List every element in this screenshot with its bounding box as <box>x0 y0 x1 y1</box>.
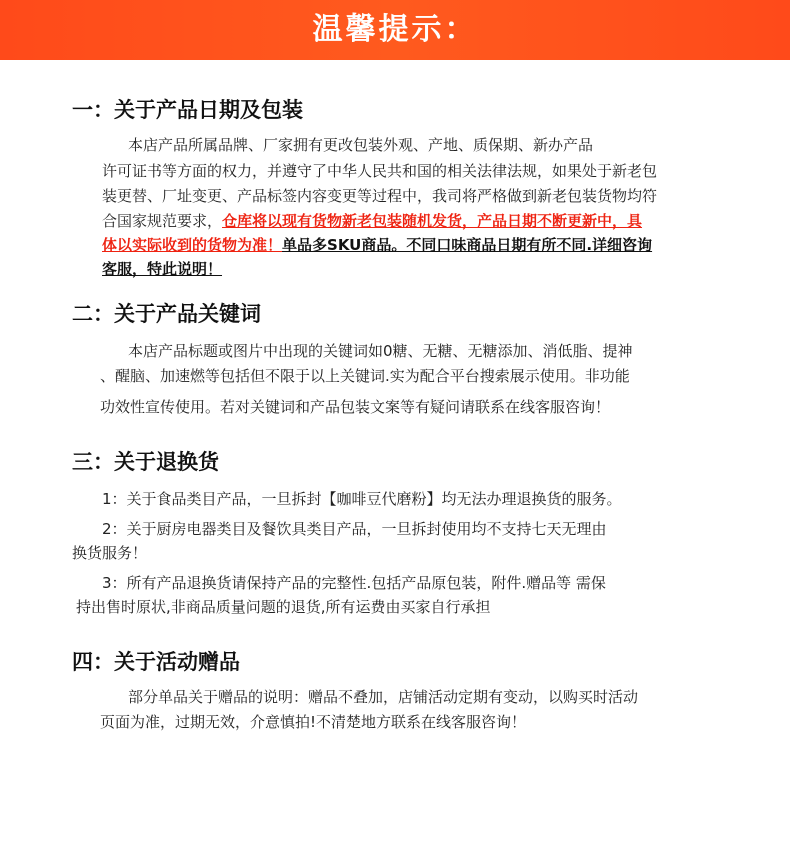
section3-line-3: 换货服务！ <box>72 544 148 562</box>
section-heading-dates-packaging: 一：关于产品日期及包装 <box>72 98 303 122</box>
section-heading-gifts: 四：关于活动赠品 <box>72 650 240 674</box>
section1-line-4-text: 合国家规范要求， <box>102 212 223 230</box>
section3-line-5: 持出售时原状,非商品质量问题的退货,所有运费由买家自行承担 <box>76 598 491 616</box>
section1-bold-notice-1: 单品多SKU商品。不同口味商品日期有所不同.详细咨询 <box>282 236 653 254</box>
section3-line-1: 1：关于食品类目产品，一旦拆封【咖啡豆代磨粉】均无法办理退换货的服务。 <box>102 490 622 508</box>
section2-line-1: 本店产品标题或图片中出现的关键词如0糖、无糖、无糖添加、消低脂、提神 <box>128 342 633 360</box>
section1-line-6 <box>102 258 222 280</box>
section-heading-keywords: 二：关于产品关键词 <box>72 302 261 326</box>
section1-line-5 <box>102 234 652 256</box>
section2-line-2: 、醒脑、加速燃等包括但不限于以上关键词.实为配合平台搜索展示使用。非功能 <box>100 367 630 385</box>
section3-line-4: 3：所有产品退换货请保持产品的完整性.包括产品原包装，附件.赠品等 需保 <box>102 574 606 592</box>
header-banner <box>0 0 790 60</box>
section1-bold-notice-2: 客服，特此说明！ <box>102 260 223 278</box>
section1-line-3: 装更替、厂址变更、产品标签内容变更等过程中，我司将严格做到新老包装货物均符 <box>102 187 658 205</box>
section-heading-returns: 三：关于退换货 <box>72 450 219 474</box>
section4-line-1: 部分单品关于赠品的说明：赠品不叠加，店铺活动定期有变动，以购买时活动 <box>128 688 639 706</box>
section1-line-1: 本店产品所属品牌、厂家拥有更改包装外观、产地、质保期、新办产品 <box>128 136 594 154</box>
section3-line-2: 2：关于厨房电器类目及餐饮具类目产品，一旦拆封使用均不支持七天无理由 <box>102 520 607 538</box>
section2-line-3: 功效性宣传使用。若对关键词和产品包装文案等有疑问请联系在线客服咨询！ <box>100 398 611 416</box>
section1-line-4 <box>102 210 642 232</box>
section1-red-notice-1: 仓库将以现有货物新老包装随机发货，产品日期不断更新中，具 <box>222 212 643 230</box>
section1-red-notice-2: 体以实际收到的货物为准！ <box>102 236 283 254</box>
banner-title: 温馨提示： <box>312 12 478 47</box>
section4-line-2: 页面为准，过期无效，介意慎拍!不清楚地方联系在线客服咨询！ <box>100 713 527 731</box>
section1-line-2: 许可证书等方面的权力，并遵守了中华人民共和国的相关法律法规，如果处于新老包 <box>102 162 658 180</box>
